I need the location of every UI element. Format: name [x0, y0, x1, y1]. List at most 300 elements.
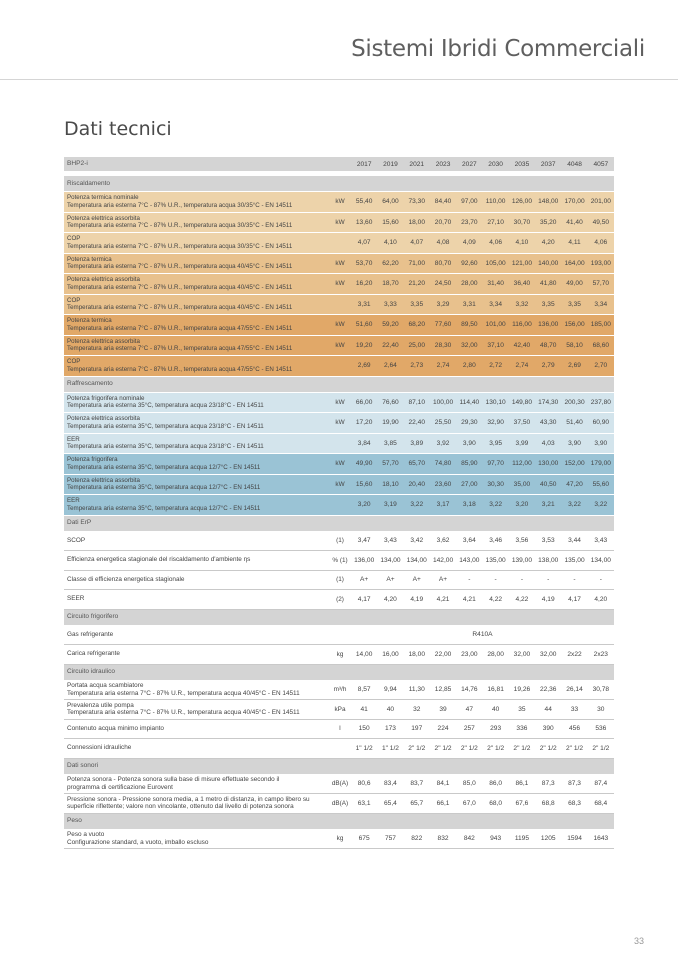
cell-value: 112,00: [512, 460, 532, 468]
row-label: [67, 495, 325, 515]
section-header-row: [64, 759, 614, 775]
row-label: [67, 233, 325, 253]
row-label: [67, 739, 325, 758]
row-title: Carica refrigerante: [67, 650, 120, 658]
cell-value: 15,60: [382, 218, 399, 226]
cell-value: 2" 1/2: [566, 744, 584, 752]
cell-value: 2,73: [410, 362, 424, 370]
section-header-row: [64, 176, 614, 192]
row-label: [67, 454, 325, 474]
table-row: [64, 254, 614, 275]
cell-value: A+: [360, 576, 369, 584]
section-label-wrap: [67, 610, 325, 625]
cell-value: 4,06: [594, 239, 608, 247]
cell-value: 179,00: [590, 460, 611, 468]
row-values: [351, 233, 614, 253]
cell-value: 15,60: [355, 480, 373, 488]
cell-value: 71,00: [408, 259, 425, 267]
cell-value: 74,80: [434, 460, 452, 468]
page-number: 33: [633, 936, 644, 946]
cell-value: -: [547, 576, 550, 584]
row-label: [67, 700, 325, 719]
model-column-header: 2023: [435, 160, 451, 168]
row-condition: Temperatura aria esterna 7°C - 87% U.R., temperatura acqua 40/45°C - EN 14511: [67, 709, 300, 717]
section-header-row: [64, 516, 614, 532]
model-column-header: 4057: [593, 160, 609, 168]
cell-value: 66,00: [355, 398, 373, 406]
cell-value: 3,64: [462, 537, 476, 545]
row-title: Portata acqua scambiatore: [67, 682, 144, 690]
cell-value: 64,00: [382, 198, 399, 206]
cell-value: 36,40: [513, 280, 531, 288]
table-row: [64, 295, 614, 316]
cell-value: 4,21: [436, 595, 450, 603]
row-title: EER: [67, 435, 80, 443]
cell-value: 130,10: [485, 398, 506, 406]
cell-value: 293: [490, 725, 502, 733]
row-values: [351, 315, 614, 335]
cell-value: 53,70: [355, 259, 373, 267]
cell-value: 87,4: [594, 780, 608, 788]
table-row: [64, 475, 614, 496]
cell-value: 77,60: [434, 321, 452, 329]
cell-value: 87,3: [568, 780, 581, 788]
cell-value: 49,50: [592, 218, 610, 226]
table-row: [64, 192, 614, 213]
cell-value: 16,81: [487, 686, 504, 694]
row-label: [67, 356, 325, 376]
row-unit: kW: [335, 341, 345, 349]
row-condition: Temperatura aria esterna 7°C - 87% U.R., temperatura acqua 40/45°C - EN 14511: [67, 283, 293, 291]
cell-value: 44: [544, 705, 552, 713]
cell-value: 8,57: [357, 686, 371, 694]
row-condition: Temperatura aria esterna 7°C - 87% U.R., temperatura acqua 47/55°C - EN 14511: [67, 365, 293, 373]
row-condition: Temperatura aria esterna 35°C, temperatura acqua 12/7°C - EN 14511: [67, 463, 261, 471]
row-condition: Temperatura aria esterna 35°C, temperatura acqua 23/18°C - EN 14511: [67, 443, 264, 451]
cell-value: 2,79: [541, 362, 555, 370]
cell-value: 41,40: [566, 218, 583, 226]
row-label: [67, 336, 325, 356]
cell-value: 87,10: [408, 398, 425, 406]
cell-value: 3,89: [410, 439, 424, 447]
cell-value: 134,00: [380, 556, 401, 564]
section-header-row: [64, 610, 614, 626]
cell-value: 2,80: [462, 362, 476, 370]
table-header-row: [64, 157, 614, 172]
cell-value: 68,0: [489, 799, 503, 807]
section-label-wrap: [67, 377, 325, 392]
cell-value: 3,20: [515, 501, 529, 509]
cell-value: 65,7: [410, 799, 424, 807]
cell-value: 18,00: [408, 650, 425, 658]
row-unit: dB(A): [331, 780, 349, 788]
cell-value: 164,00: [564, 259, 585, 267]
cell-value: 73,30: [408, 198, 425, 206]
row-values: [351, 356, 614, 376]
cell-value: 3,17: [436, 501, 450, 509]
cell-value: 68,60: [592, 341, 610, 349]
row-title: Pressione sonora - Pressione sonora media, a 1 metro di distanza, in campo libero su: [67, 795, 310, 803]
row-unit: kW: [335, 280, 345, 288]
cell-value: 59,20: [382, 321, 399, 329]
header-divider: [0, 79, 678, 80]
cell-value: 136,00: [354, 556, 375, 564]
row-unit: kW: [335, 259, 345, 267]
section-label-wrap: [67, 665, 325, 680]
cell-value: 68,3: [568, 799, 581, 807]
row-unit: [326, 434, 354, 454]
cell-value: 19,26: [513, 686, 531, 694]
cell-value: -: [468, 576, 471, 584]
cell-value: 126,00: [511, 198, 533, 206]
cell-value: 149,80: [511, 398, 533, 406]
row-label: [67, 315, 325, 335]
cell-value: 17,20: [355, 419, 373, 427]
cell-value: 336: [516, 725, 528, 733]
cell-value: 57,70: [382, 460, 399, 468]
cell-value: 41: [360, 705, 368, 713]
row-condition: Temperatura aria esterna 7°C - 87% U.R., temperatura acqua 30/35°C - EN 14511: [67, 222, 293, 230]
row-title: Potenza elettrica assorbita: [67, 415, 140, 423]
cell-value: 41,80: [539, 280, 557, 288]
table-row: [64, 551, 614, 571]
cell-value: 4,03: [541, 439, 555, 447]
cell-value: 28,00: [487, 650, 504, 658]
cell-value: 2" 1/2: [592, 744, 610, 752]
row-unit: kW: [335, 321, 345, 329]
section-label: Riscaldamento: [67, 179, 110, 187]
cell-value: 3,20: [357, 501, 371, 509]
cell-value: 257: [463, 725, 475, 733]
cell-value: 84,40: [434, 198, 452, 206]
cell-value: A+: [438, 576, 448, 584]
cell-value: 943: [490, 835, 502, 843]
cell-value: 23,60: [434, 480, 452, 488]
row-condition: Temperatura aria esterna 35°C, temperatura acqua 23/18°C - EN 14511: [67, 422, 264, 430]
cell-value: 2x23: [593, 650, 608, 658]
cell-value: 2,69: [357, 362, 371, 370]
cell-value: 85,90: [461, 460, 478, 468]
table-row: [64, 681, 614, 701]
cell-value: 32,00: [461, 341, 478, 349]
cell-value: 28,30: [434, 341, 452, 349]
cell-value: 3,35: [568, 300, 581, 308]
row-title: Potenza termica: [67, 317, 112, 325]
row-unit: % (1): [332, 556, 348, 564]
cell-value: 23,00: [461, 650, 478, 658]
row-label: [67, 626, 325, 645]
cell-value: 4,22: [489, 595, 503, 603]
cell-value: 11,30: [408, 686, 425, 694]
cell-value: 92,60: [461, 259, 478, 267]
cell-value: 32,00: [539, 650, 557, 658]
row-title: Potenza termica: [67, 255, 112, 263]
row-title: EER: [67, 497, 80, 505]
model-column-header: 2035: [514, 160, 530, 168]
cell-value: 3,22: [489, 501, 503, 509]
cell-value: 39: [439, 705, 447, 713]
cell-value: 47: [465, 705, 473, 713]
row-condition: Configurazione standard, a vuoto, imballo escluso: [67, 838, 209, 846]
row-label: [67, 393, 325, 413]
table-row: [64, 720, 614, 740]
table-row: [64, 454, 614, 475]
cell-value: 3,84: [357, 439, 371, 447]
table-row: [64, 794, 614, 814]
cell-value: 110,00: [485, 198, 506, 206]
table-row: [64, 213, 614, 234]
cell-value: 3,99: [515, 439, 529, 447]
table-row: [64, 233, 614, 254]
row-unit: (1): [336, 576, 344, 584]
section-label: Dati ErP: [67, 519, 92, 527]
cell-value: 136,00: [538, 321, 559, 329]
cell-value: 67,6: [515, 799, 529, 807]
cell-value: 3,31: [462, 300, 476, 308]
row-values: [351, 434, 614, 454]
cell-value: 3,22: [410, 501, 424, 509]
cell-value: 85,0: [462, 780, 476, 788]
row-condition: Temperatura aria esterna 7°C - 87% U.R., temperatura acqua 40/45°C - EN 14511: [67, 689, 300, 697]
cell-value: 3,43: [384, 537, 397, 545]
model-column-header: 2030: [488, 160, 503, 168]
row-unit: kW: [335, 460, 345, 468]
cell-value: 22,40: [382, 341, 399, 349]
cell-value: 18,10: [382, 480, 399, 488]
model-series-label: BHP2-i: [67, 160, 88, 168]
row-label: [67, 551, 325, 570]
table-row: [64, 590, 614, 610]
cell-value: 4,07: [357, 239, 371, 247]
cell-value: 18,00: [408, 218, 425, 226]
row-label: [67, 590, 325, 609]
row-title: COP: [67, 358, 81, 366]
table-row: [64, 434, 614, 455]
cell-value: 97,70: [487, 460, 504, 468]
cell-value: 142,00: [432, 556, 454, 564]
cell-value: 4,21: [462, 595, 476, 603]
row-label: [67, 192, 325, 212]
cell-value: 3,56: [515, 537, 529, 545]
cell-value: 68,8: [541, 799, 555, 807]
cell-value: 2x22: [567, 650, 582, 658]
cell-value: 35,00: [513, 480, 531, 488]
cell-value: 48,70: [539, 341, 557, 349]
cell-value: 675: [358, 835, 370, 843]
cell-value: 37,10: [487, 341, 504, 349]
cell-value: 51,40: [566, 419, 583, 427]
cell-value: 224: [437, 725, 449, 733]
cell-value: 3,34: [489, 300, 503, 308]
cell-value: 40,50: [539, 480, 557, 488]
cell-value: 29,30: [461, 419, 478, 427]
cell-value: 105,00: [485, 259, 506, 267]
row-unit: kW: [335, 398, 345, 406]
cell-value: 822: [411, 835, 423, 843]
cell-value: 26,14: [566, 686, 583, 694]
cell-value: 3,32: [515, 300, 529, 308]
cell-value: 3,42: [410, 537, 424, 545]
cell-value: -: [494, 576, 497, 584]
table-row: [64, 571, 614, 591]
cell-value: 25,00: [408, 341, 425, 349]
cell-value: 100,00: [432, 398, 454, 406]
row-values: [351, 454, 614, 474]
cell-value: 89,50: [461, 321, 478, 329]
table-row: [64, 739, 614, 759]
cell-value: 87,3: [541, 780, 555, 788]
cell-value: 1195: [514, 835, 530, 843]
cell-value: 1205: [540, 835, 556, 843]
cell-value: 22,00: [434, 650, 452, 658]
cell-value: 30,78: [592, 686, 610, 694]
cell-value: 3,53: [541, 537, 555, 545]
cell-value: 3,22: [594, 501, 608, 509]
cell-value: 170,00: [564, 198, 585, 206]
cell-value: 55,60: [592, 480, 610, 488]
cell-value: 135,00: [564, 556, 585, 564]
table-row: [64, 393, 614, 414]
row-unit: kW: [335, 419, 345, 427]
cell-value: 3,21: [541, 501, 555, 509]
cell-value: 138,00: [538, 556, 559, 564]
row-title: Potenza frigorifera nominale: [67, 394, 145, 402]
cell-value: 193,00: [590, 259, 611, 267]
cell-value: 1594: [567, 835, 582, 843]
table-row: [64, 700, 614, 720]
cell-value: 536: [595, 725, 607, 733]
cell-value: 60,90: [592, 419, 610, 427]
row-condition: programma di certificazione Eurovent: [67, 783, 173, 791]
row-values: [351, 295, 614, 315]
row-values: [351, 393, 614, 413]
row-values: [351, 475, 614, 495]
table-row: [64, 356, 614, 377]
cell-value: 86,0: [489, 780, 503, 788]
table-row: [64, 645, 614, 665]
cell-value: 3,22: [568, 501, 581, 509]
section-label-wrap: [67, 176, 325, 191]
cell-value: 4,10: [515, 239, 529, 247]
row-values: [351, 532, 614, 551]
cell-value: 1643: [593, 835, 609, 843]
row-label: [67, 794, 325, 813]
row-label: [67, 434, 325, 454]
row-label: [67, 475, 325, 495]
cell-value: 30,30: [487, 480, 504, 488]
cell-value: 4,17: [357, 595, 371, 603]
row-title: Potenza elettrica assorbita: [67, 276, 140, 284]
cell-value: 174,30: [538, 398, 559, 406]
cell-value: 3,35: [541, 300, 555, 308]
cell-value: 4,20: [384, 595, 397, 603]
cell-value: 32,00: [513, 650, 531, 658]
cell-value: 49,90: [355, 460, 373, 468]
cell-value: 139,00: [511, 556, 533, 564]
section-title: Dati tecnici: [64, 118, 172, 140]
table-row: [64, 830, 614, 850]
row-value-span: R410A: [472, 631, 493, 639]
section-header-row: [64, 814, 614, 830]
table-body: [64, 176, 614, 849]
cell-value: 173: [384, 725, 396, 733]
cell-value: 86,1: [515, 780, 529, 788]
cell-value: -: [520, 576, 524, 584]
row-label: [67, 830, 325, 849]
cell-value: 80,6: [357, 780, 371, 788]
cell-value: 14,76: [461, 686, 478, 694]
row-condition: Temperatura aria esterna 35°C, temperatura acqua 12/7°C - EN 14511: [67, 484, 261, 492]
row-condition: Temperatura aria esterna 7°C - 87% U.R., temperatura acqua 30/35°C - EN 14511: [67, 201, 293, 209]
cell-value: 49,00: [566, 280, 583, 288]
row-values: [351, 336, 614, 356]
table-row: [64, 532, 614, 552]
cell-value: 2,69: [568, 362, 581, 370]
cell-value: 32,90: [487, 419, 504, 427]
cell-value: 2,72: [489, 362, 503, 370]
row-title: COP: [67, 235, 81, 243]
cell-value: 22,36: [539, 686, 557, 694]
cell-value: 3,19: [384, 501, 397, 509]
section-label-wrap: [67, 516, 325, 531]
header-title: Sistemi Ibridi Commerciali: [351, 36, 645, 62]
cell-value: 14,00: [355, 650, 373, 658]
cell-value: 1" 1/2: [355, 744, 373, 752]
cell-value: 3,90: [568, 439, 581, 447]
row-label: [67, 213, 325, 233]
row-values: [351, 213, 614, 233]
cell-value: 3,43: [594, 537, 608, 545]
cell-value: 200,30: [564, 398, 585, 406]
row-unit: [326, 295, 354, 315]
cell-value: 4,11: [568, 239, 581, 247]
cell-value: 3,90: [594, 439, 608, 447]
cell-value: 3,46: [489, 537, 503, 545]
cell-value: 9,94: [384, 686, 397, 694]
cell-value: 832: [437, 835, 449, 843]
cell-value: 3,47: [357, 537, 371, 545]
cell-value: 67,0: [462, 799, 476, 807]
cell-value: 4,07: [410, 239, 424, 247]
cell-value: 12,85: [434, 686, 452, 694]
cell-value: 83,7: [410, 780, 424, 788]
cell-value: 27,00: [461, 480, 478, 488]
row-values: [351, 495, 614, 515]
cell-value: 43,30: [539, 419, 557, 427]
model-column-header: 2027: [462, 160, 477, 168]
cell-value: 51,60: [355, 321, 373, 329]
row-unit: (2): [336, 595, 344, 603]
row-values: [351, 720, 614, 739]
cell-value: 101,00: [485, 321, 506, 329]
row-title: Classe di efficienza energetica stagionale: [67, 575, 185, 583]
cell-value: 130,00: [538, 460, 559, 468]
row-label: [67, 295, 325, 315]
row-title: Potenza sonora - Potenza sonora sulla base di misure effettuate secondo il: [67, 776, 280, 784]
cell-value: 13,60: [355, 218, 373, 226]
section-label: Circuito frigorifero: [67, 613, 119, 621]
cell-value: 134,00: [406, 556, 427, 564]
row-title: Potenza elettrica assorbita: [67, 476, 140, 484]
row-label: [67, 254, 325, 274]
row-values: [351, 775, 614, 794]
row-unit: kW: [335, 218, 345, 226]
table-row: [64, 315, 614, 336]
cell-value: 28,00: [461, 280, 478, 288]
row-values: [351, 739, 614, 758]
cell-value: 3,95: [489, 439, 503, 447]
model-column-header: 2019: [383, 160, 398, 168]
